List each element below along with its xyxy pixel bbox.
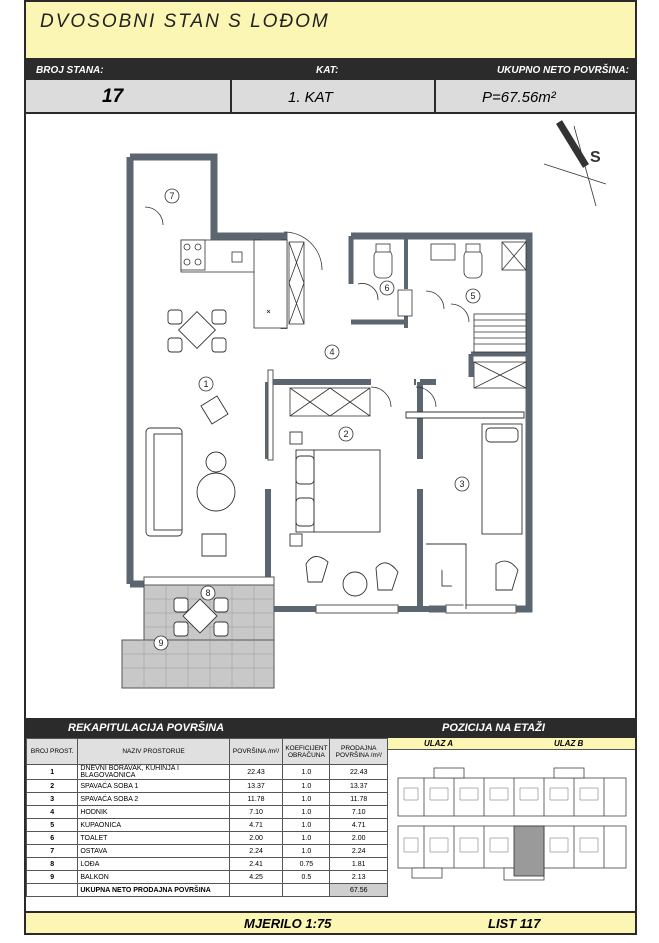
page-title: DVOSOBNI STAN S LOĐOM	[40, 11, 330, 32]
entry-a-label: ULAZ A	[424, 739, 454, 748]
svg-text:9: 9	[158, 638, 164, 648]
unit-label: BROJ STANA:	[36, 65, 104, 76]
svg-text:6: 6	[384, 283, 390, 293]
col-sale: PRODAJNA POVRŠINA /m²/	[330, 739, 388, 765]
table-row: 7 OSTAVA 2.24 1.0 2.24	[27, 845, 388, 858]
svg-text:2: 2	[343, 429, 349, 439]
title-bar	[26, 2, 635, 60]
table-row: 8 LOĐA 2.41 0.75 1.81	[27, 858, 388, 871]
recap-header-bar	[26, 718, 635, 738]
info-values-row	[26, 80, 635, 114]
svg-text:7: 7	[169, 191, 175, 201]
entry-labels-bar	[388, 738, 635, 750]
sheet-number: LIST 117	[488, 916, 541, 931]
svg-text:1: 1	[203, 379, 209, 389]
svg-text:8: 8	[205, 588, 211, 598]
table-row: 6 TOALET 2.00 1.0 2.00	[27, 832, 388, 845]
compass-icon	[544, 122, 606, 206]
position-title: POZICIJA NA ETAŽI	[442, 722, 545, 734]
total-value: 67.56	[330, 884, 388, 897]
area-label: UKUPNO NETO POVRŠINA:	[496, 65, 629, 76]
col-num: BROJ PROST.	[27, 739, 78, 765]
floor-plan-drawing	[26, 114, 635, 718]
highlighted-unit	[514, 826, 544, 876]
col-coef: KOEFICIJENT OBRAČUNA	[283, 739, 330, 765]
col-area: POVRŠINA /m²/	[229, 739, 283, 765]
floor-value: 1. KAT	[232, 80, 436, 114]
col-name: NAZIV PROSTORIJE	[78, 739, 229, 765]
unit-value: 17	[26, 80, 232, 114]
compass-letter: S	[590, 149, 601, 166]
table-row: 4 HODNIK 7.10 1.0 7.10	[27, 806, 388, 819]
table-row: 5 KUPAONICA 4.71 1.0 4.71	[27, 819, 388, 832]
table-row: 1 DNEVNI BORAVAK, KUHINJA I BLAGOVAONICA 22.43 1.0 22.43	[27, 765, 388, 780]
area-value: P=67.56m²	[482, 88, 556, 106]
floor-position-map	[394, 758, 630, 893]
floor-label: KAT:	[316, 65, 339, 76]
table-row: 2 SPAVAĆA SOBA 1 13.37 1.0 13.37	[27, 780, 388, 793]
recap-title: REKAPITULACIJA POVRŠINA	[68, 722, 225, 734]
area-table	[26, 738, 388, 897]
floor-plan-sheet	[24, 0, 637, 935]
table-row: 3 SPAVAĆA SOBA 2 11.78 1.0 11.78	[27, 793, 388, 806]
svg-text:3: 3	[459, 479, 465, 489]
scale-label: MJERILO 1:75	[244, 916, 332, 931]
table-header-row	[27, 739, 388, 765]
svg-text:4: 4	[329, 347, 335, 357]
table-total-row	[27, 884, 388, 897]
footer-bar	[26, 911, 635, 933]
svg-text:5: 5	[470, 291, 476, 301]
total-label: UKUPNA NETO PRODAJNA POVRŠINA	[78, 884, 229, 897]
info-header-bar	[26, 60, 635, 80]
table-row: 9 BALKON 4.25 0.5 2.13	[27, 871, 388, 884]
entry-b-label: ULAZ B	[554, 739, 584, 748]
